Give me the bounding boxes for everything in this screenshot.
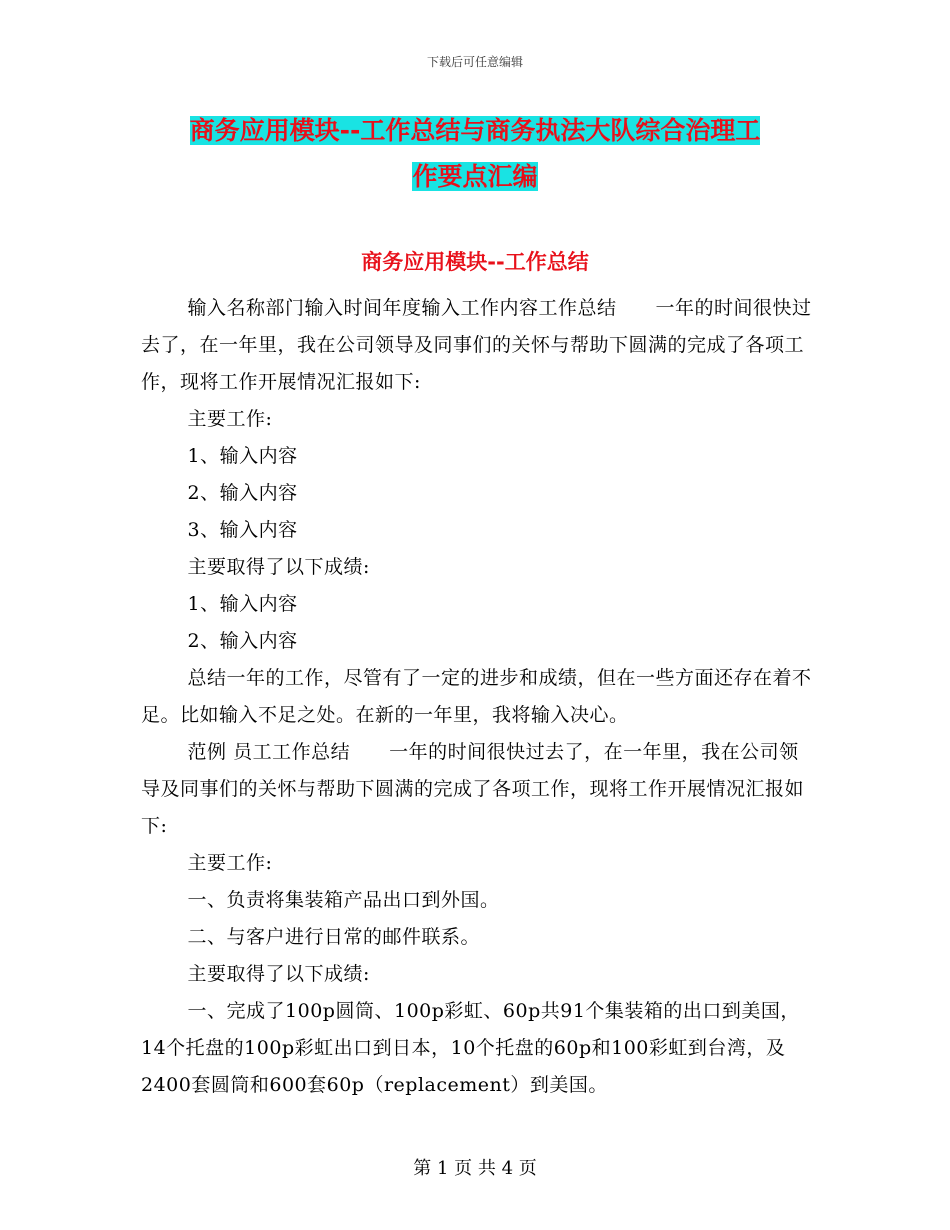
section-title: 商务应用模块--工作总结 [361, 250, 589, 274]
list-item: 2、输入内容 [187, 482, 298, 504]
paragraph: 范例 员工工作总结 一年的时间很快过去了，在一年里，我在公司领导及同事们的关怀与帮助下圆满的完成了各项工作，现将工作开展情况汇报如下: [141, 741, 805, 837]
list-item: 2、输入内容 [187, 630, 298, 652]
page-footer: 第 1 页 共 4 页 [413, 1158, 537, 1179]
list-item: 一、负责将集装箱产品出口到外国。 [187, 889, 500, 911]
paragraph: 输入名称部门输入时间年度输入工作内容工作总结 一年的时间很快过去了，在一年里，我在公司领导及同事们的关怀与帮助下圆满的完成了各项工作，现将工作开展情况汇报如下: [141, 297, 812, 393]
document-body [141, 290, 817, 1104]
document-title-line-2: 作要点汇编 [412, 162, 538, 191]
document-title-line-1: 商务应用模块--工作总结与商务执法大队综合治理工 [189, 116, 761, 145]
list-item: 1、输入内容 [187, 593, 298, 615]
paragraph: 总结一年的工作，尽管有了一定的进步和成绩，但在一些方面还存在着不足。比如输入不足之处。在新的一年里，我将输入决心。 [141, 667, 812, 726]
paragraph: 主要工作: [187, 408, 273, 430]
header-note: 下载后可任意编辑 [426, 55, 523, 69]
list-item: 3、输入内容 [187, 519, 298, 541]
list-item: 二、与客户进行日常的邮件联系。 [187, 926, 481, 948]
list-item: 一、完成了100p圆筒、100p彩虹、60p共91个集装箱的出口到美国，14个托盘的100p彩虹出口到日本，10个托盘的60p和100彩虹到台湾，及2400套圆筒和600套60p（replacement）到美国。 [141, 1000, 800, 1096]
paragraph: 主要取得了以下成绩: [187, 963, 370, 985]
list-item: 1、输入内容 [187, 445, 298, 467]
document-title [140, 108, 810, 200]
paragraph: 主要工作: [187, 852, 273, 874]
paragraph: 主要取得了以下成绩: [187, 556, 370, 578]
